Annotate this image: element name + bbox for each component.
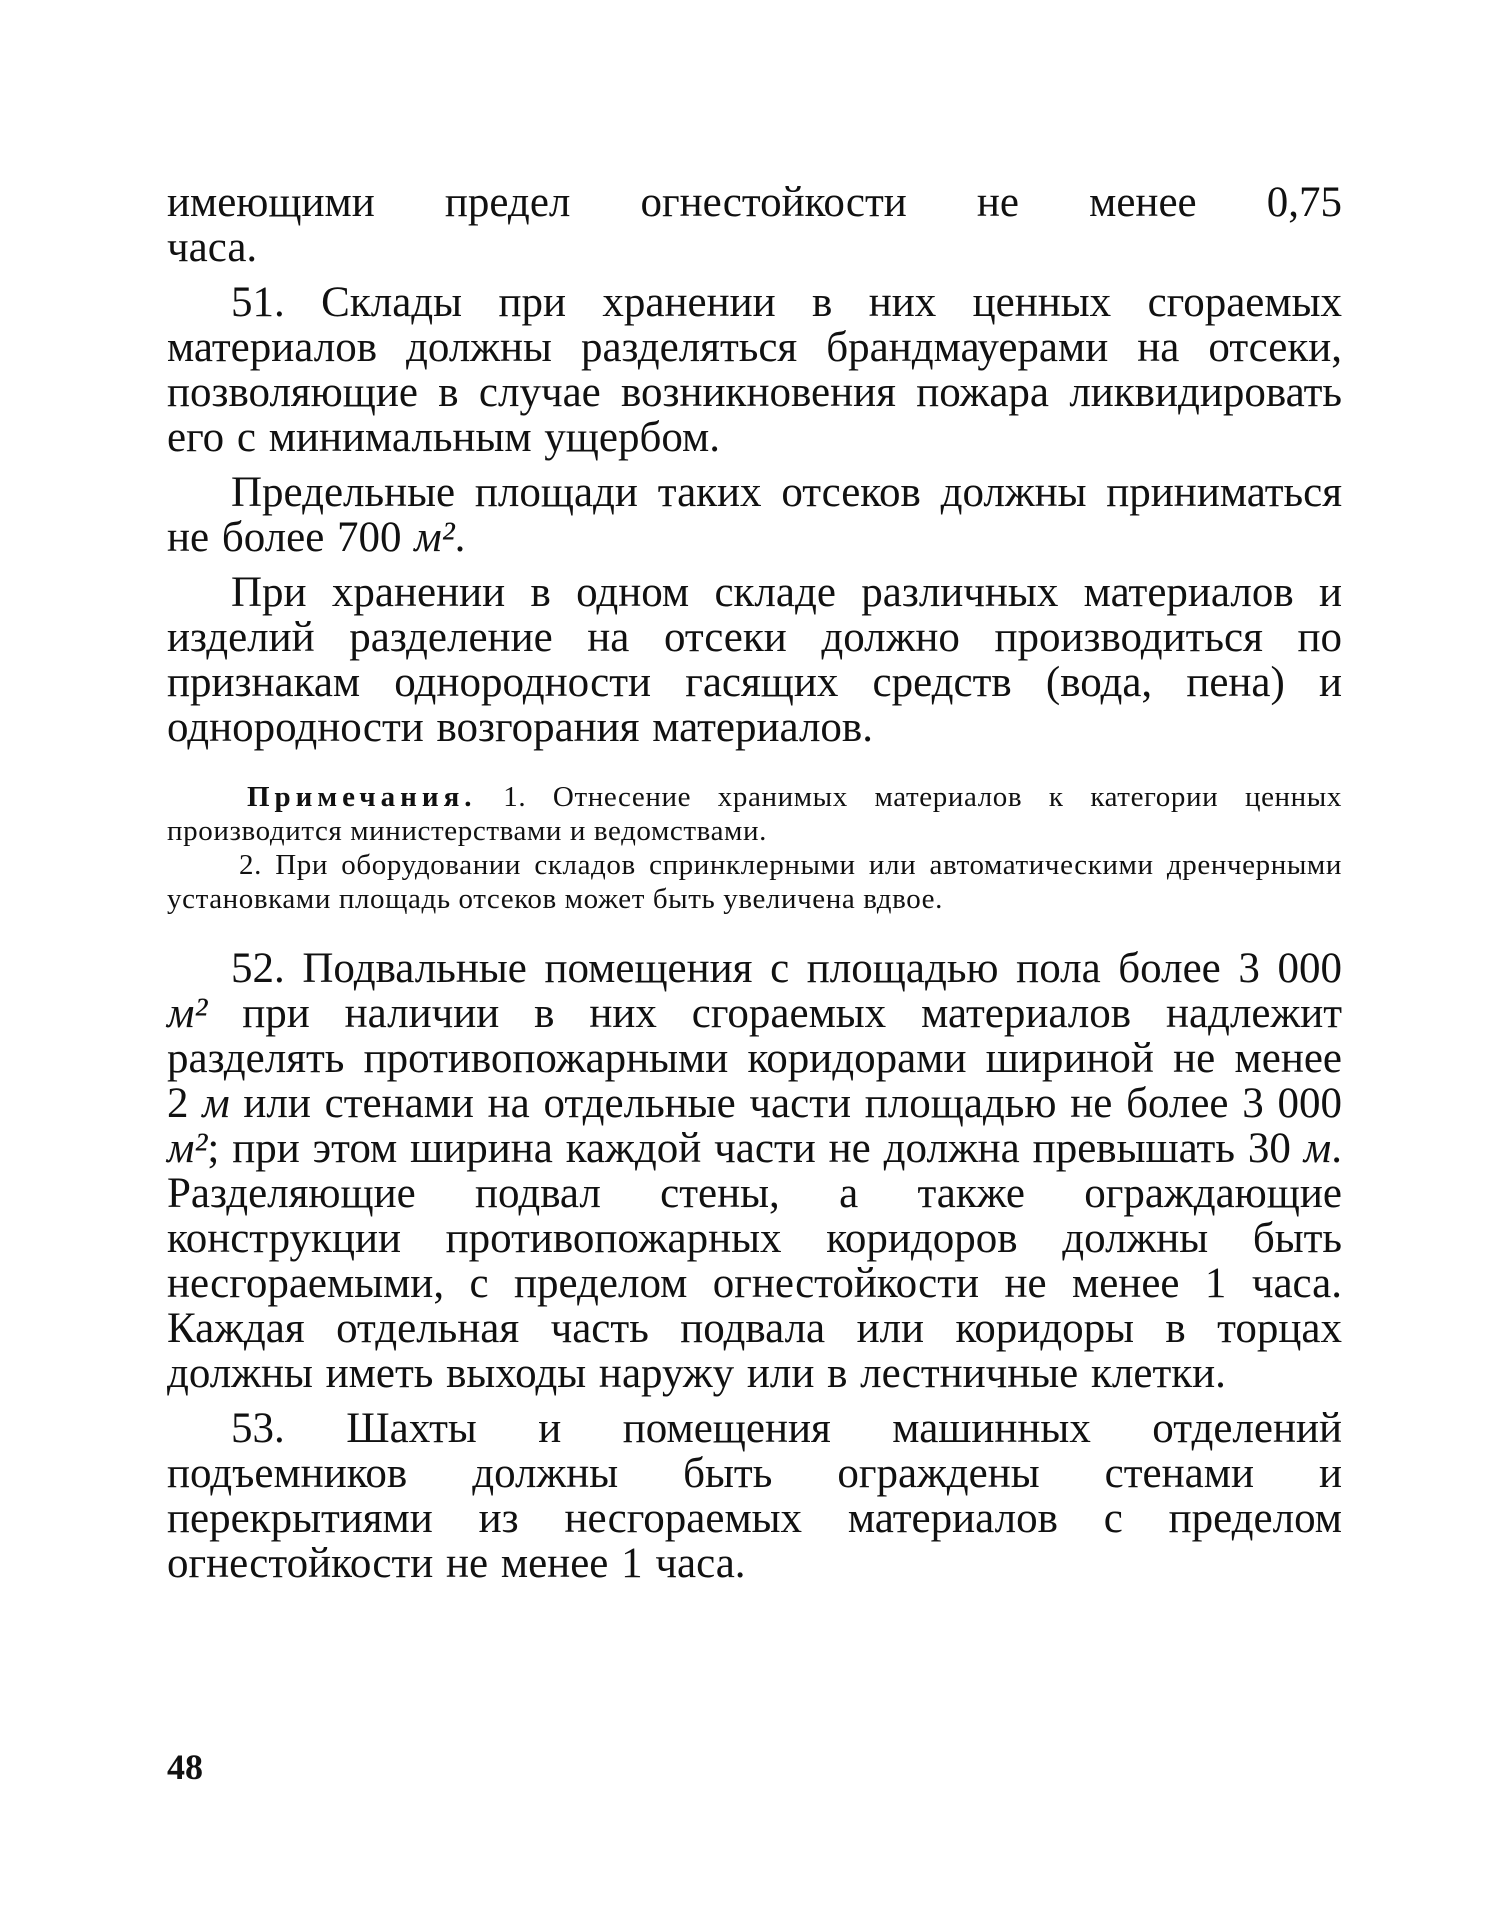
area-limit-text: Предельные площади таких отсеков должны приниматься не более 700 bbox=[167, 469, 1342, 561]
notes-label: Примечания. bbox=[247, 781, 477, 813]
p52-unit-2: м bbox=[202, 1080, 230, 1127]
page-body bbox=[167, 180, 1342, 1586]
paragraph-51-area-limit bbox=[167, 470, 1342, 560]
paragraph-continuation-end bbox=[167, 225, 1342, 270]
note-1-text: 1. Отнесение хранимых материалов к категории ценных производится министерствами и ведомствами. bbox=[167, 781, 1342, 847]
note-2 bbox=[167, 848, 1342, 916]
p52-part-4: ; при этом ширина каждой части не должна превышать 30 bbox=[207, 1125, 1304, 1172]
paragraph-continuation-line bbox=[167, 180, 1342, 225]
paragraph-52 bbox=[167, 946, 1342, 1396]
p52-part-1: 52. Подвальные помещения с площадью пола более 3 000 bbox=[231, 945, 1342, 992]
paragraph-53 bbox=[167, 1406, 1342, 1586]
continuation-end-text: часа. bbox=[167, 224, 258, 271]
storage-text: При хранении в одном складе различных материалов и изделий разделение на отсеки должно производиться по признакам однородности гасящих средств (вода, пена) и однородности возгорания материалов. bbox=[167, 569, 1342, 751]
p52-unit-1: м² bbox=[167, 990, 208, 1037]
paragraph-51 bbox=[167, 280, 1342, 460]
p52-part-2: при наличии в них сгораемых материалов надлежит разделять противопожарными коридорами шириной не менее 2 bbox=[167, 990, 1342, 1127]
p52-part-3: или стенами на отдельные части площадью не более 3 000 bbox=[229, 1080, 1342, 1127]
p52-part-5: . Разделяющие подвал стены, а также ограждающие конструкции противопожарных коридоров должны быть несгораемыми, с пределом огнестойкости не менее 1 часа. Каждая отдельная часть подвала или коридоры в торцах должны иметь выходы наружу или в лестничные клетки. bbox=[167, 1125, 1342, 1397]
p52-unit-3: м² bbox=[167, 1125, 208, 1172]
paragraph-51-text: 51. Склады при хранении в них ценных сгораемых материалов должны разделяться брандмауерами на отсеки, позволяющие в случае возникновения пожара ликвидировать его с минимальным ущербом. bbox=[167, 279, 1342, 461]
area-unit: м² bbox=[414, 514, 455, 561]
paragraph-53-text: 53. Шахты и помещения машинных отделений подъемников должны быть ограждены стенами и перекрытиями из несгораемых материалов с пределом огнестойкости не менее 1 часа. bbox=[167, 1405, 1342, 1587]
continuation-text: имеющими предел огнестойкости не менее 0,75 bbox=[167, 179, 1342, 226]
note-1 bbox=[167, 780, 1342, 848]
paragraph-51-storage bbox=[167, 570, 1342, 750]
area-limit-end: . bbox=[454, 514, 466, 561]
notes-block bbox=[167, 780, 1342, 916]
note-2-text: 2. При оборудовании складов спринклерными или автоматическими дренчерными установками площадь отсеков может быть увеличена вдвое. bbox=[167, 849, 1342, 915]
page-number: 48 bbox=[167, 1747, 203, 1787]
p52-unit-4: м bbox=[1303, 1125, 1332, 1172]
